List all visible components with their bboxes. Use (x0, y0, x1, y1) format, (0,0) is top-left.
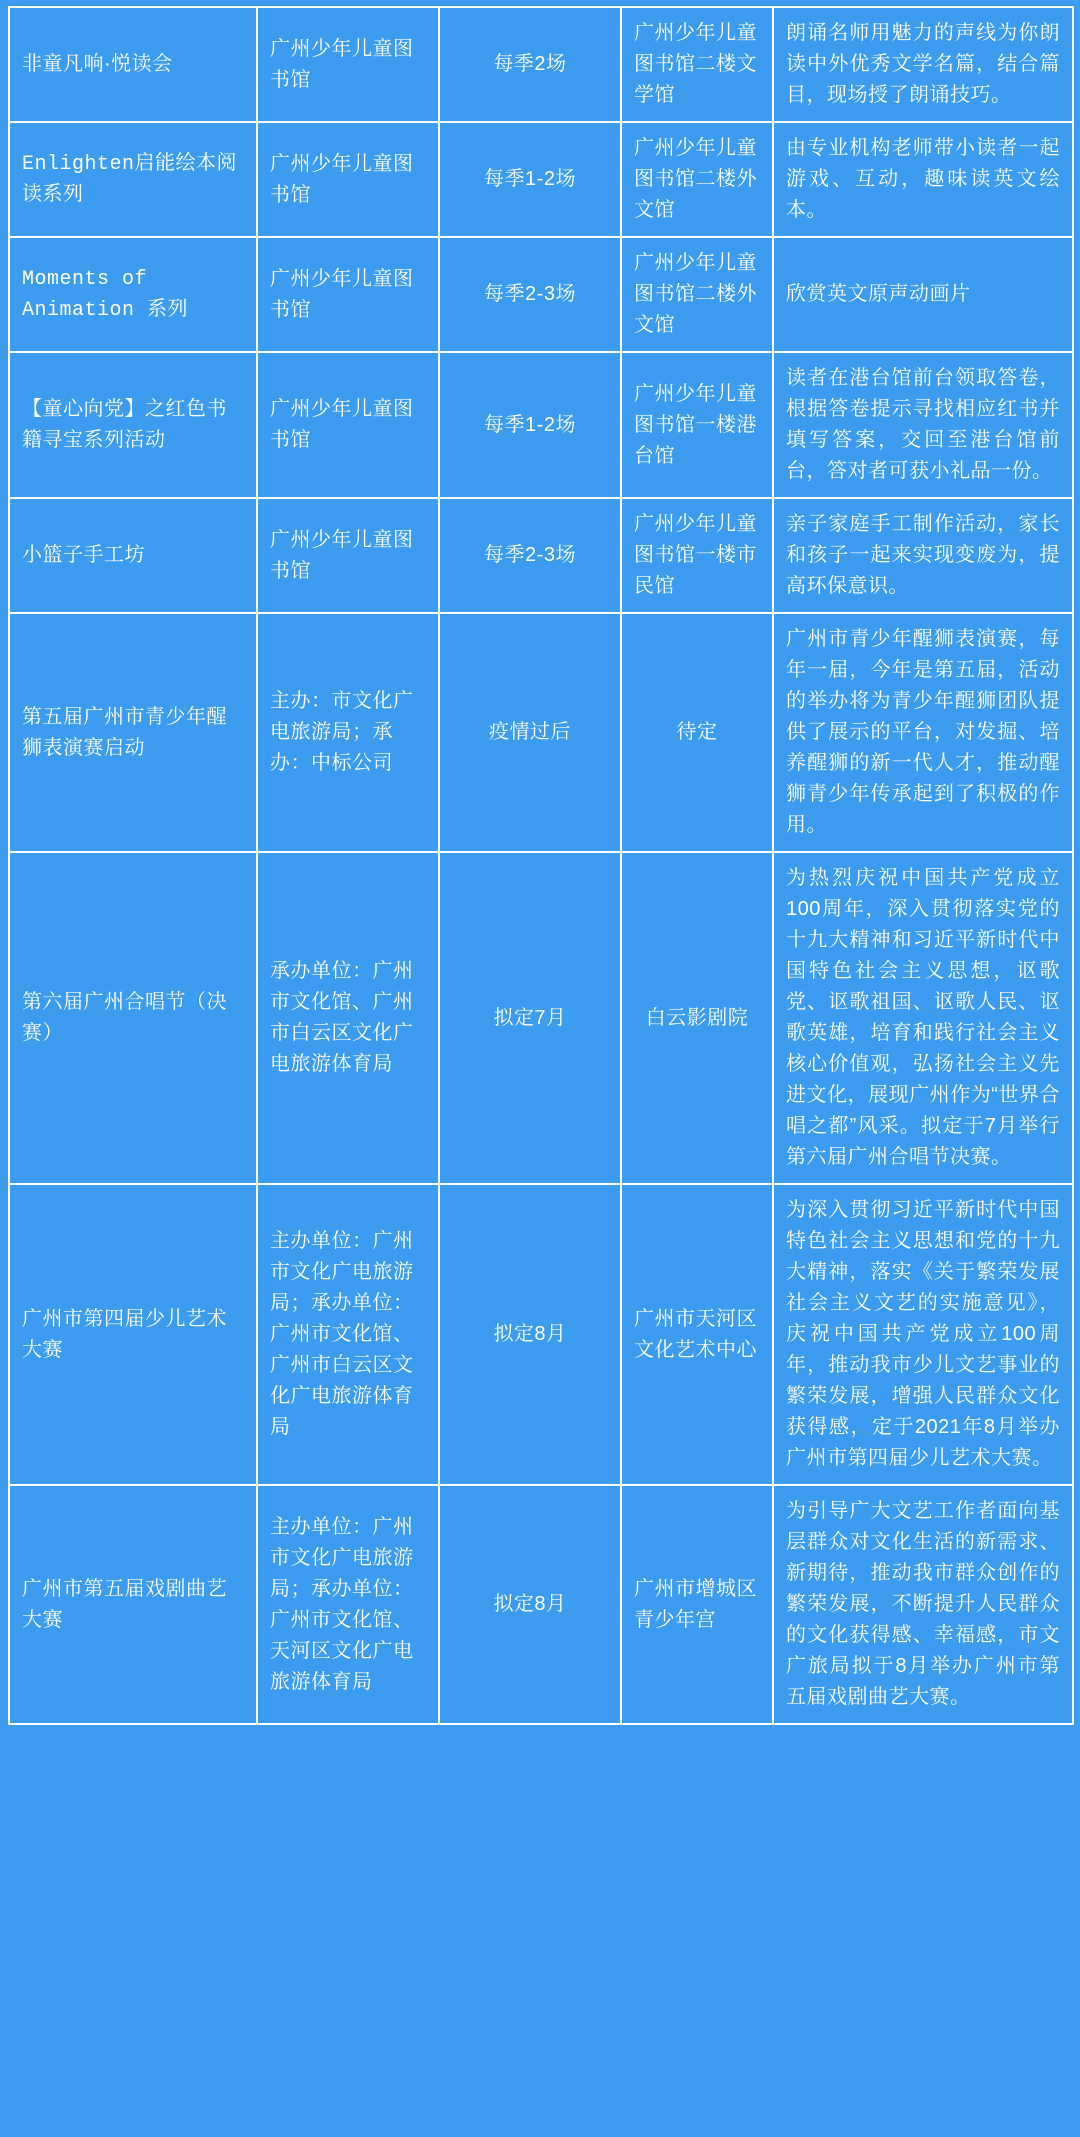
cell-place: 广州少年儿童图书馆一楼市民馆 (621, 498, 773, 613)
cell-description: 广州市青少年醒狮表演赛，每年一届，今年是第五届，活动的举办将为青少年醒狮团队提供了展示的平台，对发掘、培养醒狮的新一代人才，推动醒狮青少年传承起到了积极的作用。 (773, 613, 1073, 852)
cell-description: 由专业机构老师带小读者一起游戏、互动，趣味读英文绘本。 (773, 122, 1073, 237)
table-row (9, 852, 1073, 1184)
cell-description: 为热烈庆祝中国共产党成立100周年，深入贯彻落实党的十九大精神和习近平新时代中国特色社会主义思想，讴歌党、讴歌祖国、讴歌人民、讴歌英雄，培育和践行社会主义核心价值观，弘扬社会主义先进文化，展现广州作为“世界合唱之都”风采。拟定于7月举行第六届广州合唱节决赛。 (773, 852, 1073, 1184)
cell-time: 拟定8月 (439, 1184, 621, 1485)
cell-description: 欣赏英文原声动画片 (773, 237, 1073, 352)
cell-place: 广州少年儿童图书馆二楼外文馆 (621, 237, 773, 352)
table-row (9, 1184, 1073, 1485)
table-row (9, 498, 1073, 613)
cell-time: 每季2-3场 (439, 237, 621, 352)
cell-place: 广州少年儿童图书馆一楼港台馆 (621, 352, 773, 498)
cell-activity-name: 【童心向党】之红色书籍寻宝系列活动 (9, 352, 257, 498)
cell-activity-name: 第五届广州市青少年醒狮表演赛启动 (9, 613, 257, 852)
cell-organizer: 主办单位：广州市文化广电旅游局；承办单位：广州市文化馆、广州市白云区文化广电旅游体育局 (257, 1184, 439, 1485)
cell-place: 广州少年儿童图书馆二楼外文馆 (621, 122, 773, 237)
cell-activity-name: Moments of Animation 系列 (9, 237, 257, 352)
table-row (9, 237, 1073, 352)
cell-place: 待定 (621, 613, 773, 852)
cell-place: 广州少年儿童图书馆二楼文学馆 (621, 7, 773, 122)
cell-time: 每季2场 (439, 7, 621, 122)
cell-description: 读者在港台馆前台领取答卷，根据答卷提示寻找相应红书并填写答案，交回至港台馆前台，答对者可获小礼品一份。 (773, 352, 1073, 498)
activity-table (8, 6, 1074, 1725)
cell-description: 为引导广大文艺工作者面向基层群众对文化生活的新需求、新期待，推动我市群众创作的繁荣发展，不断提升人民群众的文化获得感、幸福感，市文广旅局拟于8月举办广州市第五届戏剧曲艺大赛。 (773, 1485, 1073, 1724)
cell-time: 拟定8月 (439, 1485, 621, 1724)
cell-place: 广州市天河区文化艺术中心 (621, 1184, 773, 1485)
cell-time: 每季1-2场 (439, 352, 621, 498)
cell-activity-name: 第六届广州合唱节（决赛） (9, 852, 257, 1184)
cell-activity-name: Enlighten启能绘本阅读系列 (9, 122, 257, 237)
cell-time: 疫情过后 (439, 613, 621, 852)
cell-time: 拟定7月 (439, 852, 621, 1184)
cell-organizer: 广州少年儿童图书馆 (257, 122, 439, 237)
cell-organizer: 主办单位：广州市文化广电旅游局；承办单位：广州市文化馆、天河区文化广电旅游体育局 (257, 1485, 439, 1724)
cell-time: 每季1-2场 (439, 122, 621, 237)
cell-time: 每季2-3场 (439, 498, 621, 613)
table-row (9, 7, 1073, 122)
cell-description: 朗诵名师用魅力的声线为你朗读中外优秀文学名篇，结合篇目，现场授了朗诵技巧。 (773, 7, 1073, 122)
table-row (9, 122, 1073, 237)
table-row (9, 1485, 1073, 1724)
cell-description: 亲子家庭手工制作活动，家长和孩子一起来实现变废为，提高环保意识。 (773, 498, 1073, 613)
cell-organizer: 主办：市文化广电旅游局；承办：中标公司 (257, 613, 439, 852)
cell-activity-name: 非童凡响·悦读会 (9, 7, 257, 122)
cell-organizer: 广州少年儿童图书馆 (257, 498, 439, 613)
cell-organizer: 广州少年儿童图书馆 (257, 237, 439, 352)
cell-activity-name: 广州市第五届戏剧曲艺大赛 (9, 1485, 257, 1724)
cell-organizer: 广州少年儿童图书馆 (257, 7, 439, 122)
cell-place: 广州市增城区青少年宫 (621, 1485, 773, 1724)
cell-description: 为深入贯彻习近平新时代中国特色社会主义思想和党的十九大精神，落实《关于繁荣发展社会主义文艺的实施意见》，庆祝中国共产党成立100周年，推动我市少儿文艺事业的繁荣发展，增强人民群众文化获得感，定于2021年8月举办广州市第四届少儿艺术大赛。 (773, 1184, 1073, 1485)
cell-organizer: 广州少年儿童图书馆 (257, 352, 439, 498)
cell-activity-name: 小篮子手工坊 (9, 498, 257, 613)
cell-organizer: 承办单位：广州市文化馆、广州市白云区文化广电旅游体育局 (257, 852, 439, 1184)
table-row (9, 613, 1073, 852)
cell-activity-name: 广州市第四届少儿艺术大赛 (9, 1184, 257, 1485)
cell-place: 白云影剧院 (621, 852, 773, 1184)
table-body (9, 7, 1073, 1724)
table-row (9, 352, 1073, 498)
